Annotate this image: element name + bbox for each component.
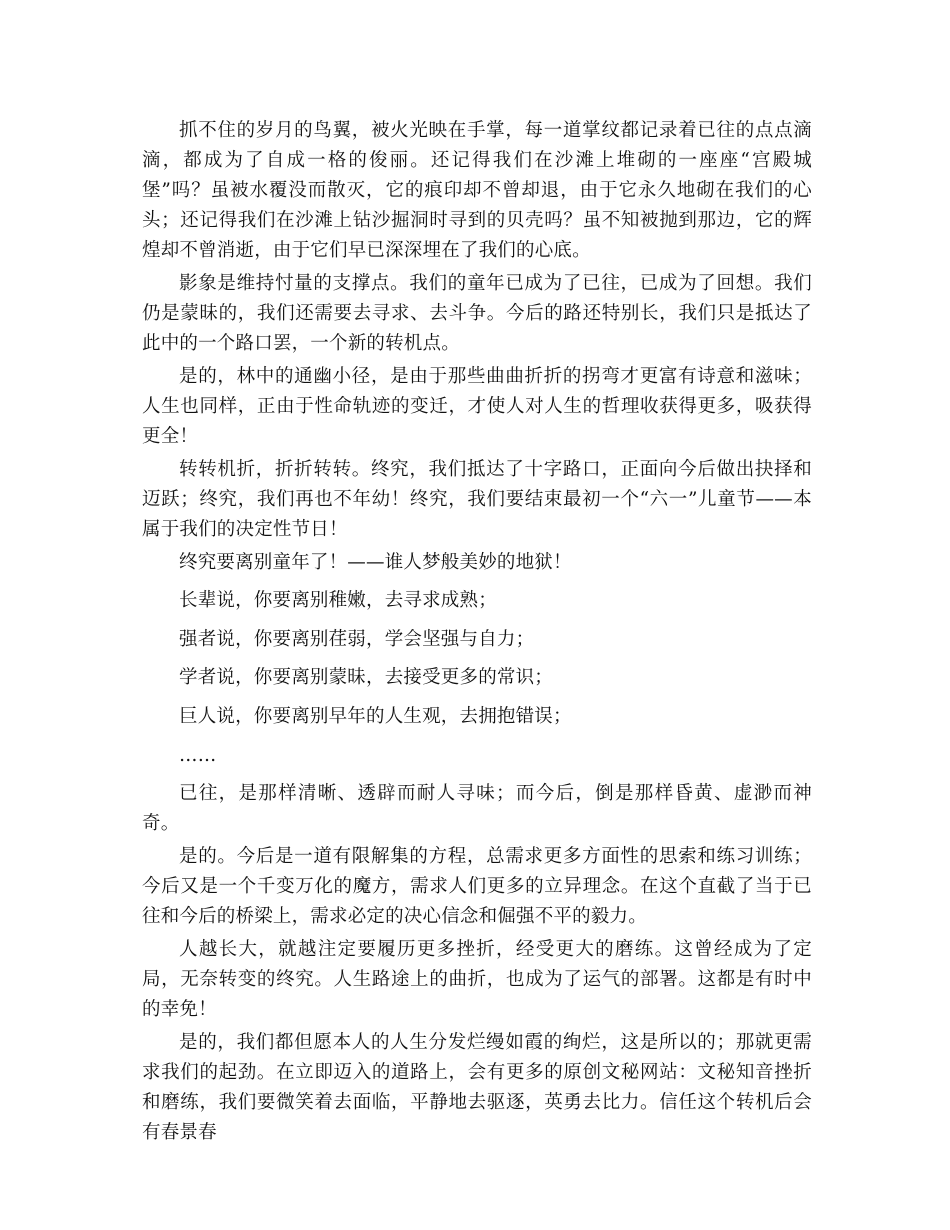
- paragraph-past-future: 已往，是那样清晰、透辟而耐人寻味；而今后，倒是那样昏黄、虚渺而神奇。: [142, 783, 812, 835]
- line-ellipsis: ……: [179, 744, 217, 766]
- paragraph-memories: 抓不住的岁月的鸟翼，被火光映在手掌，每一道掌纹都记录着已往的点点滴滴，都成为了自成一格的俊丽。还记得我们在沙滩上堆砌的一座座“宫殿城堡”吗？虽被水覆没而散灭，它的痕印却不曾却退，由于它永久地砌在我们的心头；还记得我们在沙滩上钻沙掘洞时寻到的贝壳吗？虽不知被抛到那边，它的辉煌却不曾消逝，由于它们早已深深埋在了我们的心底。: [142, 120, 812, 261]
- line-scholars: 学者说，你要离别蒙昧，去接受更多的常识；: [179, 667, 554, 689]
- document-body: [142, 116, 812, 1151]
- paragraph-forest-path: 是的，林中的通幽小径，是由于那些曲曲折折的拐弯才更富有诗意和滋味；人生也同样，正由于性命轨迹的变迁，才使人对人生的哲理收获得更多，吸获得更全！: [142, 365, 812, 447]
- paragraph-effort: 是的，我们都但愿本人的人生分发烂缦如霞的绚烂，这是所以的；那就更需求我们的起劲。在立即迈入的道路上，会有更多的原创文秘网站：文秘知音挫折和磨练，我们要微笑着去面临，平静地去驱逐，英勇去比力。信任这个转机后会有春景春: [142, 1031, 812, 1143]
- paragraph-impression: 影象是维持忖量的支撑点。我们的童年已成为了已往，已成为了回想。我们仍是蒙昧的，我们还需要去寻求、去斗争。今后的路还特别长，我们只是抵达了此中的一个路口罢，一个新的转机点。: [142, 272, 812, 354]
- paragraph-equation: 是的。今后是一道有限解集的方程，总需求更多方面性的思索和练习训练；今后又是一个千变万化的魔方，需求人们更多的立异理念。在这个直截了当于已往和今后的桥梁上，需求必定的决心信念和倔强不平的毅力。: [142, 846, 812, 928]
- line-giants: 巨人说，你要离别早年的人生观，去拥抱错误；: [179, 705, 572, 727]
- paragraph-growing-up: 人越长大，就越注定要履历更多挫折，经受更大的磨练。这曾经成为了定局，无奈转变的终究。人生路途上的曲折，也成为了运气的部署。这都是有时中的幸免！: [142, 938, 812, 1020]
- line-strong: 强者说，你要离别荏弱，学会坚强与自力；: [179, 628, 535, 650]
- line-elders: 长辈说，你要离别稚嫩，去寻求成熟；: [179, 590, 497, 612]
- line-farewell-childhood: 终究要离别童年了！——谁人梦般美妙的地狱！: [179, 551, 572, 573]
- paragraph-crossroads: 转转机折，折折转转。终究，我们抵达了十字路口，正面向今后做出抉择和迈跃；终究，我们再也不年幼！终究，我们要结束最初一个“六一”儿童节——本属于我们的决定性节日！: [142, 458, 812, 540]
